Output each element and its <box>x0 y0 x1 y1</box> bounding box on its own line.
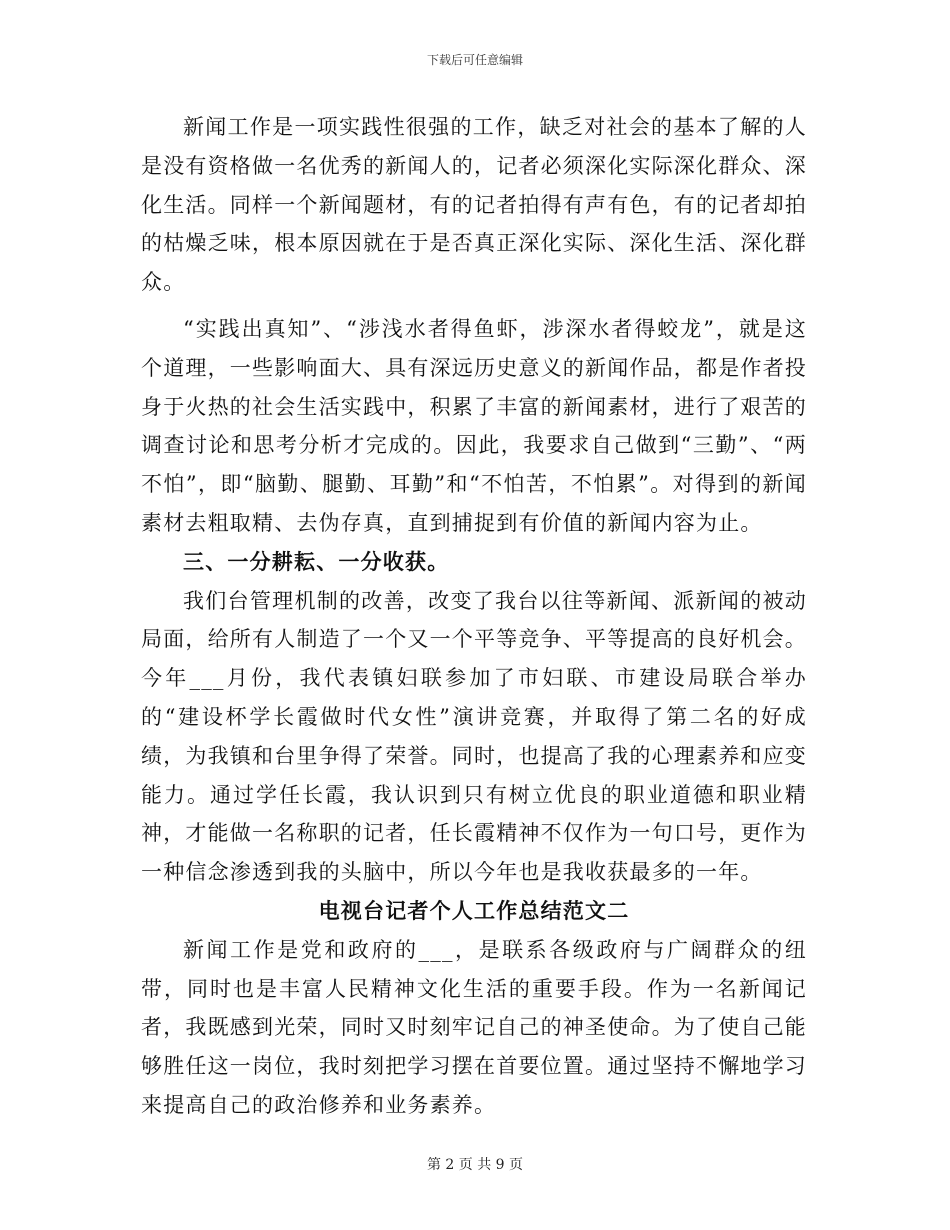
section-heading-three: 三、一分耕耘、一分收获。 <box>183 548 450 574</box>
paragraph-practice: 新闻工作是一项实践性很强的工作，缺乏对社会的基本了解的人是没有资格做一名优秀的新闻人的，记者必须深化实际深化群众、深化生活。同样一个新闻题材，有的记者拍得有声有色，有的记者却拍的枯燥乏味，根本原因就在于是否真正深化实际、深化生活、深化群众。 <box>141 115 807 295</box>
page-header-note: 下载后可任意编辑 <box>426 53 523 67</box>
paragraph-news-work: 新闻工作是党和政府的___，是联系各级政府与广阔群众的纽带，同时也是丰富人民精神文化生活的重要手段。作为一名新闻记者，我既感到光荣，同时又时刻牢记自己的神圣使命。为了使自己能够胜任这一岗位，我时刻把学习摆在首要位置。通过坚持不懈地学习来提高自己的政治修养和业务素养。 <box>141 937 807 1117</box>
paragraph-truth-from-practice: “实践出真知”、“涉浅水者得鱼虾，涉深水者得蛟龙”，就是这个道理，一些影响面大、具有深远历史意义的新闻作品，都是作者投身于火热的社会生活实践中，积累了丰富的新闻素材，进行了艰苦的调查讨论和思考分析才完成的。因此，我要求自己做到“三勤”、“两不怕”，即“脑勤、腿勤、耳勤”和“不怕苦，不怕累”。对得到的新闻素材去粗取精、去伪存真，直到捕捉到有价值的新闻内容为止。 <box>141 316 807 535</box>
page-number-footer: 第 2 页 共 9 页 <box>426 1157 524 1173</box>
paragraph-harvest: 我们台管理机制的改善，改变了我台以往等新闻、派新闻的被动局面，给所有人制造了一个又一个平等竞争、平等提高的良好机会。今年___月份，我代表镇妇联参加了市妇联、市建设局联合举办的“建设杯学长霞做时代女性”演讲竞赛，并取得了第二名的好成绩，为我镇和台里争得了荣誉。同时，也提高了我的心理素养和应变能力。通过学任长霞，我认识到只有树立优良的职业道德和职业精神，才能做一名称职的记者，任长霞精神不仅作为一句口号，更作为一种信念渗透到我的头脑中，所以今年也是我收获最多的一年。 <box>141 588 807 885</box>
document-body <box>141 108 807 1125</box>
article-title-two: 电视台记者个人工作总结范文二 <box>318 897 630 923</box>
